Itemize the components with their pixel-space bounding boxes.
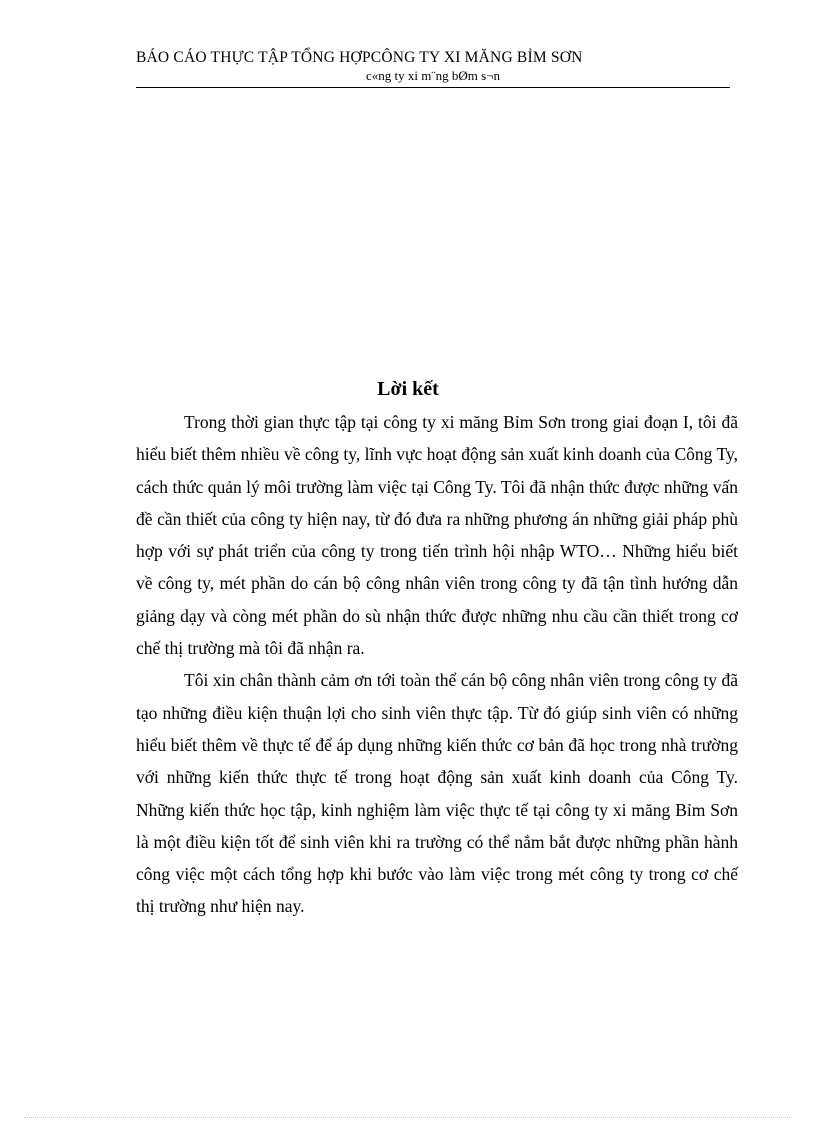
header-divider — [136, 87, 730, 88]
header-title: BÁO CÁO THỰC TẬP TỔNG HỢPCÔNG TY XI MĂNG BỈM SƠN — [136, 49, 583, 66]
footer-divider — [24, 1117, 792, 1118]
paragraph: Trong thời gian thực tập tại công ty xi măng Bỉm Sơn trong giai đoạn I, tôi đã hiểu biết thêm nhiều về công ty, lĩnh vực hoạt động sản xuất kinh doanh của Công Ty, cách thức quản lý môi trường làm việc tại Công Ty. Tôi đã nhận thức được những vấn đề cần thiết của công ty hiện nay, từ đó đưa ra những phương án những giải pháp phù hợp với sự phát triển của công ty trong tiến trình hội nhập WTO… Những hiểu biết về công ty, mét phần do cán bộ công nhân viên trong công ty đã tận tình hướng dẫn giảng dạy và còng mét phần do sù nhận thức được những nhu cầu cần thiết trong cơ chế thị trường mà tôi đã nhận ra. — [136, 412, 738, 659]
header-subtitle: c«ng ty xi m¨ng bØm s¬n — [365, 68, 501, 83]
section-heading: Lời kết — [377, 378, 439, 400]
page-header — [136, 48, 730, 84]
paragraph: Tôi xin chân thành cảm ơn tới toàn thể cán bộ công nhân viên trong công ty đã tạo những điều kiện thuận lợi cho sinh viên thực tập. Từ đó giúp sinh viên có những hiểu biết thêm về thực tế để áp dụng những kiến thức cơ bản đã học trong nhà trường với những kiến thức thực tế trong hoạt động sản xuất kinh doanh của Công Ty. Những kiến thức học tập, kinh nghiệm làm việc thực tế tại công ty xi măng Bỉm Sơn là một điều kiện tốt để sinh viên khi ra trường có thể nắm bắt được những phần hành công việc một cách tổng hợp khi bước vào làm việc trong mét công ty trong cơ chế thị trường như hiện nay. — [136, 670, 738, 917]
document-body — [136, 406, 738, 923]
